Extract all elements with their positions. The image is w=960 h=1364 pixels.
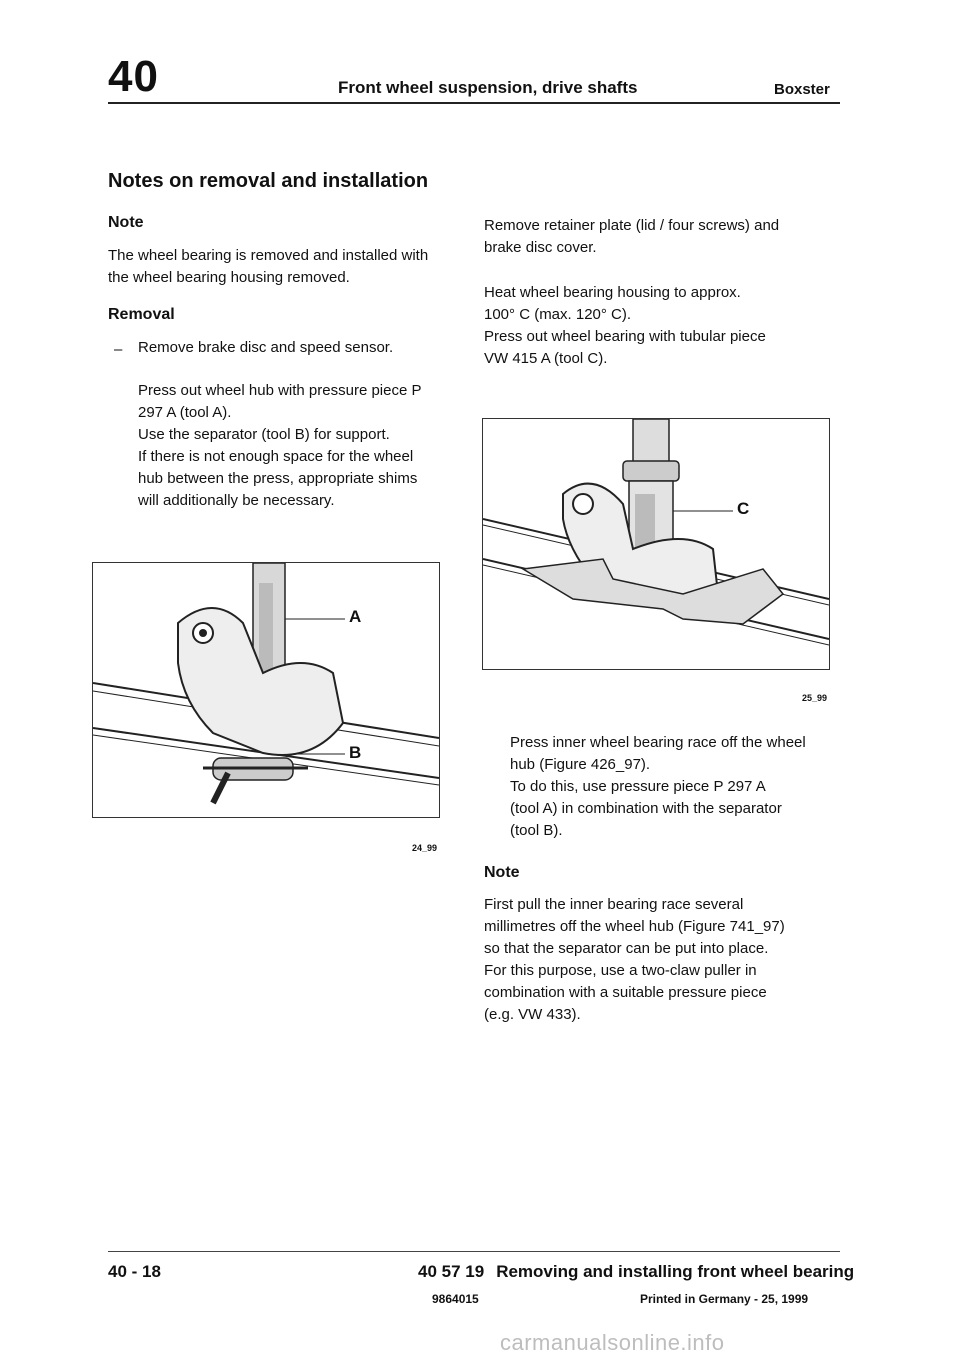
figure-caption-25-99: 25_99 [802, 693, 828, 703]
press-hub-illustration [93, 563, 439, 817]
removal-step-2: Press out wheel hub with pressure piece P 297 A (tool A). Use the separator (tool B) for support. If there is not enough space for the wheel hub between the press, appropriate shims will additionally be necessary. [138, 382, 422, 509]
section-title: Notes on removal and installation [108, 170, 429, 192]
header-title: Front wheel suspension, drive shafts [338, 78, 638, 97]
figure-caption-24-99: 24_99 [412, 843, 438, 853]
figure-25-99 [482, 418, 830, 670]
left-note-text: The wheel bearing is removed and installed with the wheel bearing housing removed. [108, 247, 429, 286]
watermark: carmanualsonline.info [500, 1330, 725, 1355]
footer-code: 40 57 19 [418, 1262, 485, 1281]
footer-page-number: 40 - 18 [108, 1262, 161, 1281]
step-dash: – [114, 341, 123, 358]
footer-doc-number: 9864015 [432, 1292, 479, 1306]
figure-label-c: C [737, 499, 750, 518]
removal-heading: Removal [108, 306, 175, 323]
right-para-2: Heat wheel bearing housing to approx. 100° C (max. 120° C). Press out wheel bearing with tubular piece VW 415 A (tool C). [484, 284, 766, 367]
figure-label-a: A [349, 607, 362, 626]
chapter-number: 40 [108, 52, 159, 101]
figure-24-99 [92, 562, 440, 818]
right-para-1: Remove retainer plate (lid / four screws) and brake disc cover. [484, 217, 780, 256]
right-note-heading: Note [484, 864, 520, 881]
right-note-text: First pull the inner bearing race several millimetres off the wheel hub (Figure 741_97) so that the separator can be put into place. For this purpose, use a two-claw puller in combination with a suitable pressure piece (e.g. VW 433). [484, 896, 785, 1023]
press-bearing-illustration [483, 419, 829, 669]
header-model: Boxster [774, 81, 830, 98]
figure-label-b: B [349, 743, 362, 762]
header-rule [108, 102, 840, 104]
footer-printed: Printed in Germany - 25, 1999 [640, 1292, 809, 1306]
right-para-3: Press inner wheel bearing race off the wheel hub (Figure 426_97). To do this, use pressure piece P 297 A (tool A) in combination with the separator (tool B). [510, 734, 806, 839]
footer-title: Removing and installing front wheel bearing [496, 1262, 855, 1281]
footer-section [418, 1262, 854, 1282]
footer-rule [108, 1251, 840, 1252]
left-note-heading: Note [108, 214, 144, 231]
removal-step-1: Remove brake disc and speed sensor. [138, 339, 394, 356]
